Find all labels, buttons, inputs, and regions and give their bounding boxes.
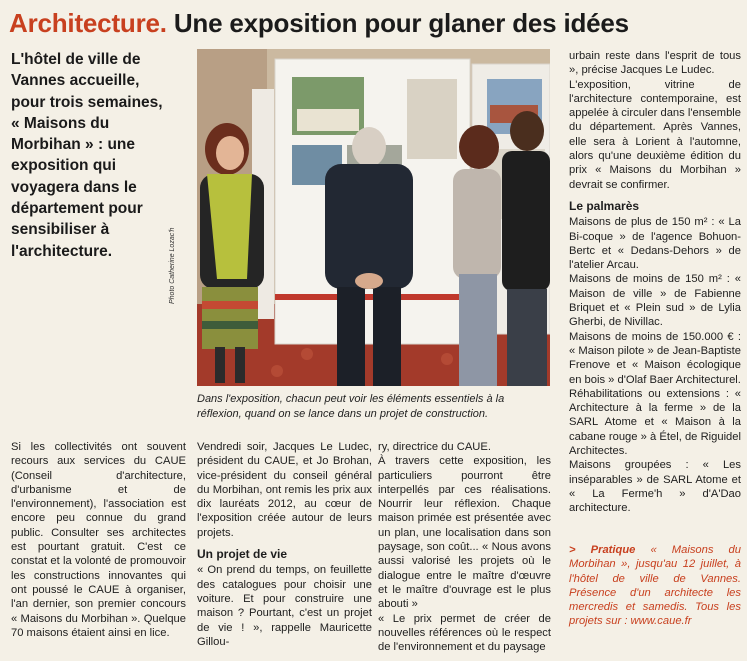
- body-paragraph: Si les collectivités ont souvent recours aux services du CAUE (Conseil d'architecture, d'urbanisme et de l'environnement), l'association est encore peu connue du grand public. Consulter ses architectes est pourtant gratuit. C'est ce constat et la volonté de promouvoir les constructions innovantes qui ont poussé le CAUE à organiser, l'an dernier, son premier concours « Maisons du Morbihan ». Quelque 70 maisons étaient ainsi en lice.: [11, 441, 186, 639]
- practical-text: « Maisons du Morbihan », jusqu'au 12 juillet, à l'hôtel de ville de Vannes. Présence d'un architecte les mercredis et samedis. Tous les projets sur : www.caue.fr: [569, 544, 741, 628]
- body-paragraph: ry, directrice du CAUE.: [378, 441, 491, 453]
- palmares-item: Maisons de plus de 150 m² : « La Bi-coque » de l'agence Bohuon-Bertc et « Dedans-Dehors » de l'atelier Arcau.: [569, 216, 741, 272]
- body-column-3: [378, 440, 551, 654]
- body-column-2: [197, 440, 372, 649]
- palmares-heading: Le palmarès: [569, 198, 640, 213]
- body-column-1: [11, 440, 186, 640]
- photo-credit: Photo Catherine Lozac'h: [169, 227, 176, 304]
- body-column-4: [569, 49, 741, 516]
- headline-kicker: Architecture.: [9, 8, 167, 38]
- practical-info: [569, 543, 741, 629]
- body-paragraph: À travers cette exposition, les particuliers pourront être interpellés par ces réalisations. Nourrir leur réflexion. Chaque maison primée est présentée avec un plan, une localisation dans son paysage, son coût... « Nous avons aussi valorisé les projets où le dialogue entre le maître d'œuvre et le maître d'ouvrage est le plus abouti »: [378, 455, 551, 611]
- body-paragraph: urbain reste dans l'esprit de tous », précise Jacques Le Ludec.: [569, 50, 741, 77]
- palmares-item: Maisons de moins de 150.000 € : « Maison pilote » de Jean-Baptiste Frenove et « Maison écologique en bois » d'Olaf Baer Architecturel.: [569, 330, 741, 386]
- palmares-item: Maisons groupées : « Les inséparables » de SARL Atome et « La Ferme'h » d'A'Dao architecture.: [569, 459, 741, 515]
- subheading: Un projet de vie: [197, 547, 288, 562]
- headline-title: Une exposition pour glaner des idées: [173, 8, 629, 38]
- body-paragraph: Vendredi soir, Jacques Le Ludec, président du CAUE, et Jo Brohan, vice-président du conseil général du Morbihan, ont remis les prix aux dix lauréats 2012, au cœur de l'exposition créée autour de leurs projets.: [197, 441, 372, 539]
- body-paragraph: « Le prix permet de créer de nouvelles références où le respect de l'environnement et du paysage: [378, 612, 551, 654]
- body-paragraph: « On prend du temps, on feuillette des catalogues pour choisir une voiture. Et pour construire une maison ? Pourtant, c'est un projet de vie ! », rappelle Mauricette Gillou-: [197, 564, 372, 648]
- exhibition-photo: [197, 49, 550, 386]
- headline: [9, 6, 741, 40]
- practical-heading: > Pratique: [569, 544, 636, 556]
- palmares-item: Réhabilitations ou extensions : « Architecture à la ferme » de la SARL Atome et « Maison à la cabane rouge » à Étel, de Riguidel Architectes.: [569, 387, 741, 458]
- photo-caption: Dans l'exposition, chacun peut voir les éléments essentiels à la réflexion, quand on se lance dans un projet de construction.: [197, 393, 505, 420]
- lead-paragraph: L'hôtel de ville de Vannes accueille, pour trois semaines, « Maisons du Morbihan » : une exposition qui voyagera dans le département pour sensibiliser à l'architecture.: [11, 51, 163, 260]
- palmares-item: Maisons de moins de 150 m² : « Maison de ville » de Fabienne Briquet et « Plein sud » de Lylia Gherbi, de Nivillac.: [569, 273, 741, 329]
- body-paragraph: L'exposition, vitrine de l'architecture contemporaine, est appelée à circuler dans l'ensemble du département. Après Vannes, elle sera à Lorient à l'automne, alors qu'une deuxième édition du prix « Maisons du Morbihan » devrait se confirmer.: [569, 78, 741, 191]
